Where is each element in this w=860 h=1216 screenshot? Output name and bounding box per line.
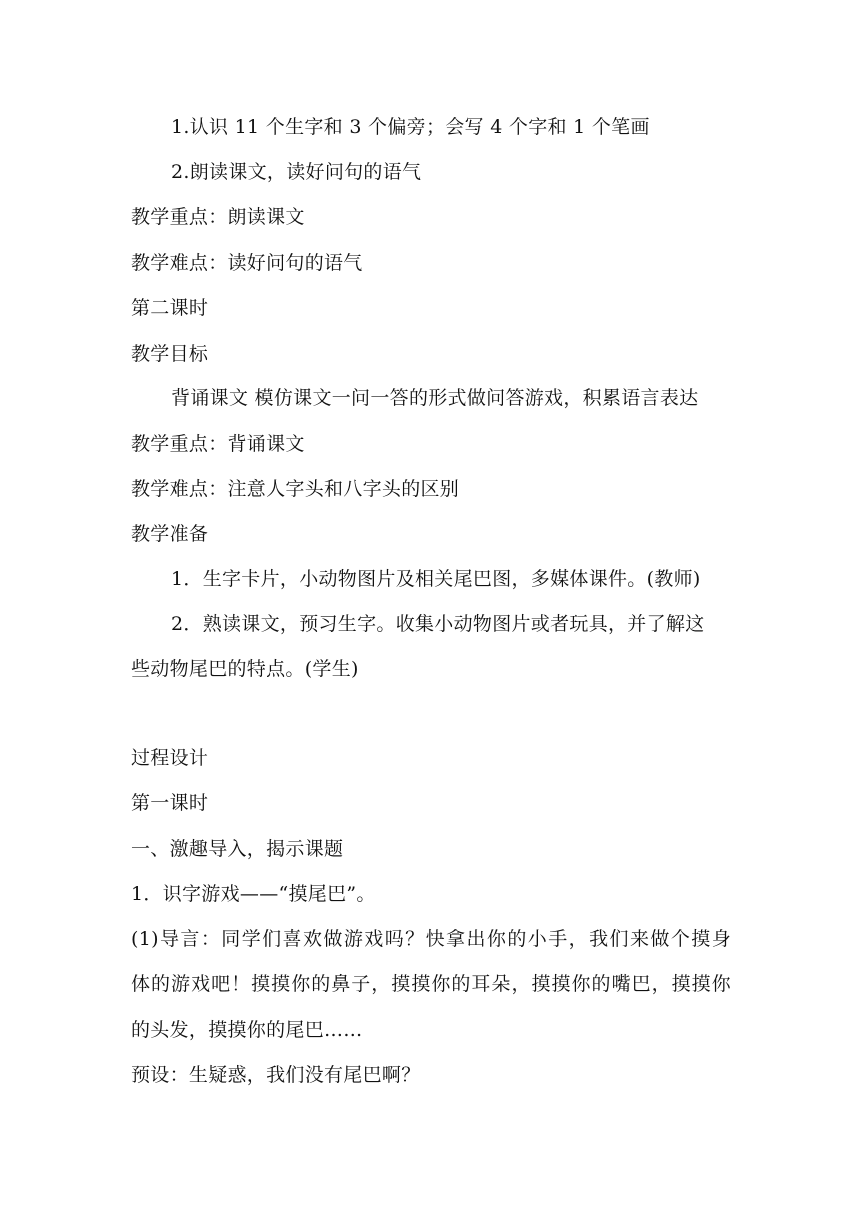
teaching-goals-heading: 教学目标 [131, 343, 209, 365]
activity-paragraph-line-3: 的头发，摸摸你的尾巴…… [131, 1019, 363, 1041]
difficulty-2: 教学难点：注意人字头和八字头的区别 [131, 478, 460, 500]
key-point-2: 教学重点：背诵课文 [131, 433, 305, 455]
activity-paragraph-line-2: 体的游戏吧！摸摸你的鼻子，摸摸你的耳朵，摸摸你的嘴巴，摸摸你 [131, 973, 731, 995]
preparation-heading: 教学准备 [131, 523, 209, 545]
preparation-item-2: 2．熟读课文，预习生字。收集小动物图片或者玩具，并了解这 [171, 613, 705, 635]
preparation-item-1: 1．生字卡片，小动物图片及相关尾巴图，多媒体课件。(教师) [171, 568, 701, 590]
activity-paragraph-line-1: (1)导言：同学们喜欢做游戏吗？快拿出你的小手，我们来做个摸身 [131, 928, 731, 950]
difficulty-1: 教学难点：读好问句的语气 [131, 252, 363, 274]
lesson-two-heading: 第二课时 [131, 297, 209, 319]
section-one-heading: 一、激趣导入，揭示课题 [131, 838, 344, 860]
process-design-heading: 过程设计 [131, 747, 209, 769]
lesson-one-heading: 第一课时 [131, 792, 209, 814]
activity-1-title: 1．识字游戏——“摸尾巴”。 [131, 883, 376, 905]
objective-1: 1.认识 11 个生字和 3 个偏旁；会写 4 个字和 1 个笔画 [171, 116, 650, 138]
preset-response: 预设：生疑惑，我们没有尾巴啊？ [131, 1064, 421, 1086]
teaching-goal-text: 背诵课文 模仿课文一问一答的形式做问答游戏，积累语言表达 [171, 387, 699, 409]
objective-2: 2.朗读课文，读好问句的语气 [171, 161, 422, 183]
preparation-item-2-continued: 些动物尾巴的特点。(学生) [131, 658, 359, 680]
key-point-1: 教学重点：朗读课文 [131, 206, 305, 228]
